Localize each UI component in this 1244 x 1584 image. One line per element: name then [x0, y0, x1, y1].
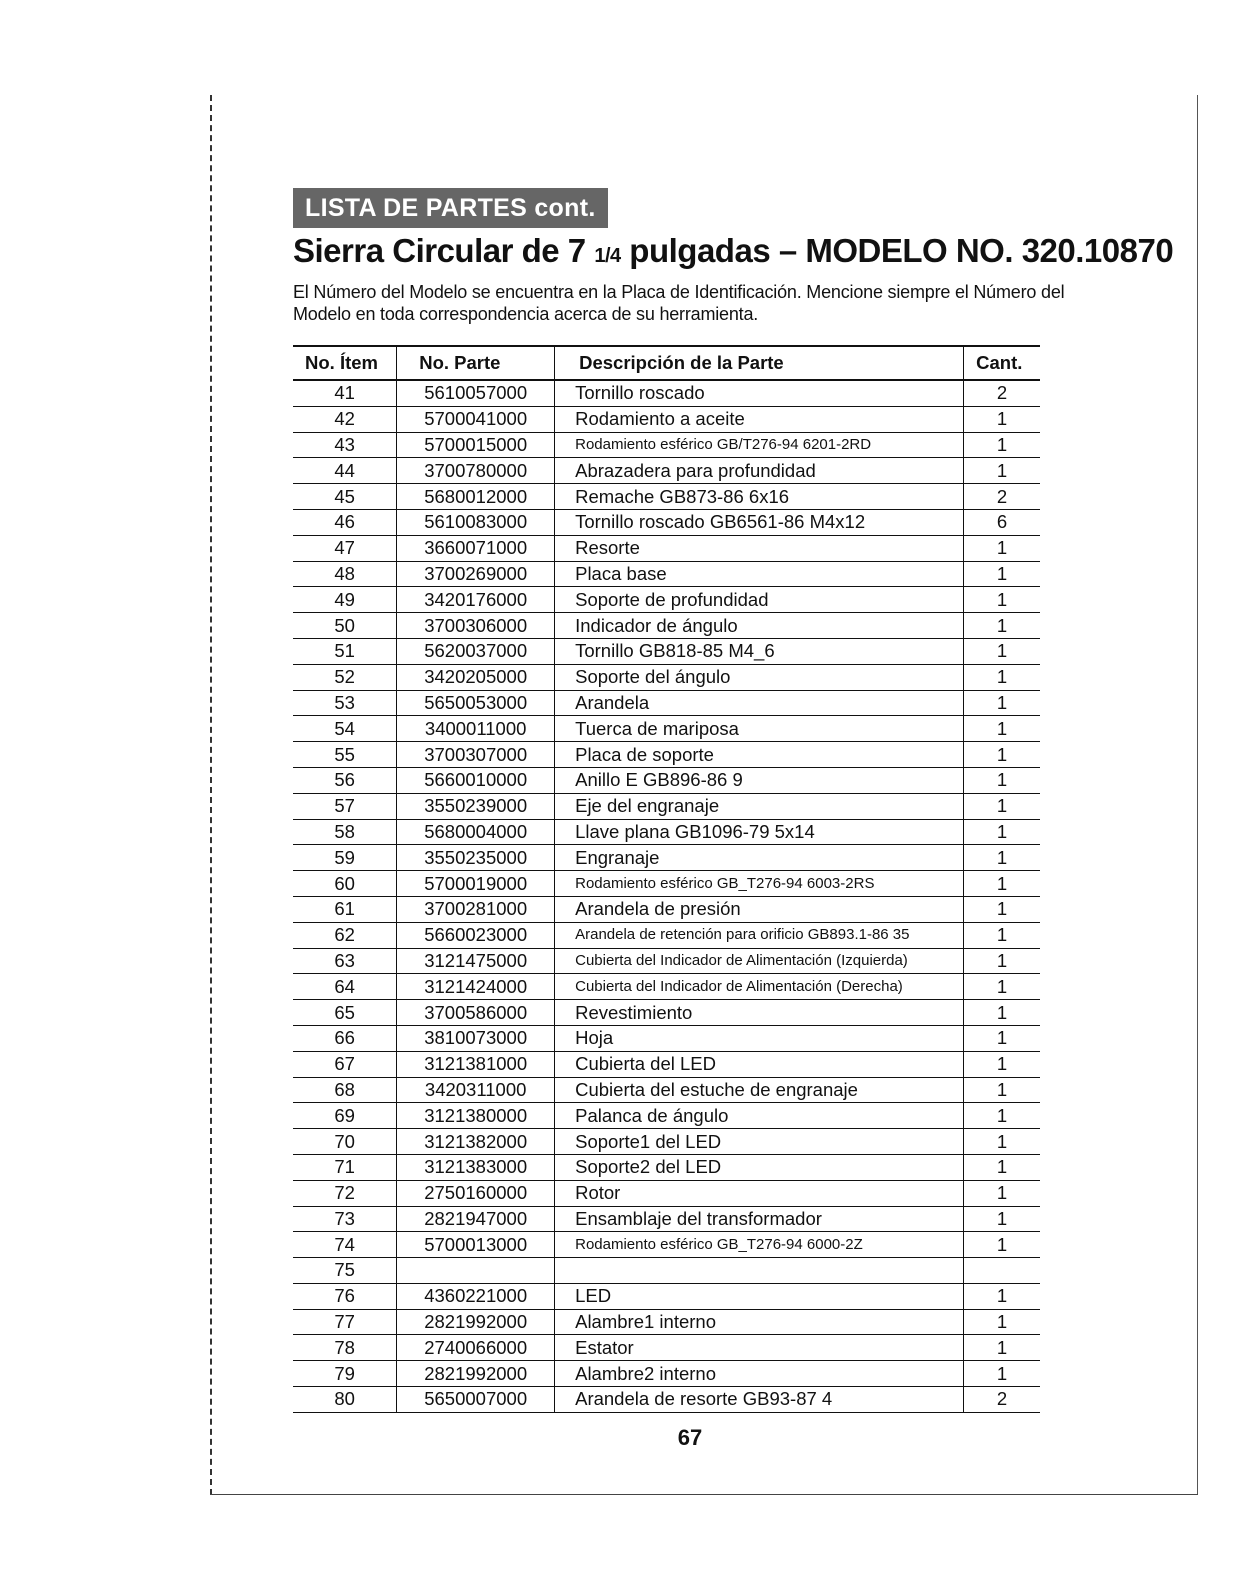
- quantity-cell: 1: [964, 1025, 1040, 1051]
- table-row: [293, 948, 1040, 974]
- quantity-cell: 1: [964, 871, 1040, 897]
- description-cell: Palanca de ángulo: [555, 1103, 964, 1129]
- quantity-cell: 1: [964, 974, 1040, 1000]
- description-cell: Remache GB873-86 6x16: [555, 484, 964, 510]
- item-number-cell: 41: [293, 380, 397, 406]
- description-cell: Placa de soporte: [555, 742, 964, 768]
- part-number-cell: 3700586000: [397, 1000, 555, 1026]
- table-row: [293, 896, 1040, 922]
- description-cell: Arandela de presión: [555, 896, 964, 922]
- table-row: [293, 1335, 1040, 1361]
- quantity-cell: 1: [964, 458, 1040, 484]
- quantity-cell: 1: [964, 587, 1040, 613]
- description-cell: Rotor: [555, 1180, 964, 1206]
- table-row: [293, 406, 1040, 432]
- description-cell: Eje del engranaje: [555, 793, 964, 819]
- part-number-cell: 3121424000: [397, 974, 555, 1000]
- item-number-cell: 55: [293, 742, 397, 768]
- table-row: [293, 1361, 1040, 1387]
- part-number-cell: 2821992000: [397, 1309, 555, 1335]
- table-row: [293, 1129, 1040, 1155]
- quantity-cell: 1: [964, 1361, 1040, 1387]
- table-row: [293, 638, 1040, 664]
- quantity-cell: 6: [964, 509, 1040, 535]
- quantity-cell: 1: [964, 1206, 1040, 1232]
- table-row: [293, 1180, 1040, 1206]
- item-number-cell: 72: [293, 1180, 397, 1206]
- part-number-cell: 5610083000: [397, 509, 555, 535]
- item-number-cell: 80: [293, 1387, 397, 1413]
- item-number-cell: 48: [293, 561, 397, 587]
- description-cell: Revestimiento: [555, 1000, 964, 1026]
- quantity-cell: 1: [964, 1103, 1040, 1129]
- table-row: [293, 742, 1040, 768]
- item-number-cell: 46: [293, 509, 397, 535]
- quantity-cell: 1: [964, 406, 1040, 432]
- header-description: Descripción de la Parte: [555, 346, 964, 380]
- part-number-cell: 4360221000: [397, 1283, 555, 1309]
- header-part-no: No. Parte: [397, 346, 555, 380]
- item-number-cell: 57: [293, 793, 397, 819]
- part-number-cell: 2740066000: [397, 1335, 555, 1361]
- item-number-cell: 68: [293, 1077, 397, 1103]
- table-row: [293, 664, 1040, 690]
- item-number-cell: 61: [293, 896, 397, 922]
- quantity-cell: 1: [964, 613, 1040, 639]
- table-row: [293, 1206, 1040, 1232]
- item-number-cell: 51: [293, 638, 397, 664]
- table-row: [293, 1258, 1040, 1284]
- table-row: [293, 1051, 1040, 1077]
- part-number-cell: 2750160000: [397, 1180, 555, 1206]
- quantity-cell: 1: [964, 432, 1040, 458]
- description-cell: Placa base: [555, 561, 964, 587]
- part-number-cell: 3700307000: [397, 742, 555, 768]
- parts-table-body: [293, 380, 1040, 1412]
- table-row: [293, 1309, 1040, 1335]
- item-number-cell: 49: [293, 587, 397, 613]
- table-row: [293, 1283, 1040, 1309]
- description-cell: Ensamblaje del transformador: [555, 1206, 964, 1232]
- part-number-cell: 3400011000: [397, 716, 555, 742]
- quantity-cell: 1: [964, 1180, 1040, 1206]
- item-number-cell: 70: [293, 1129, 397, 1155]
- quantity-cell: 1: [964, 716, 1040, 742]
- quantity-cell: 1: [964, 1000, 1040, 1026]
- part-number-cell: 2821947000: [397, 1206, 555, 1232]
- item-number-cell: 63: [293, 948, 397, 974]
- part-number-cell: 3121382000: [397, 1129, 555, 1155]
- header-item-no: No. Ítem: [293, 346, 397, 380]
- description-cell: Rodamiento esférico GB_T276-94 6000-2Z: [555, 1232, 964, 1258]
- item-number-cell: 60: [293, 871, 397, 897]
- part-number-cell: 3121475000: [397, 948, 555, 974]
- item-number-cell: 50: [293, 613, 397, 639]
- quantity-cell: 1: [964, 1077, 1040, 1103]
- table-row: [293, 1387, 1040, 1413]
- table-row: [293, 845, 1040, 871]
- description-cell: Abrazadera para profundidad: [555, 458, 964, 484]
- item-number-cell: 59: [293, 845, 397, 871]
- table-row: [293, 974, 1040, 1000]
- table-row: [293, 1000, 1040, 1026]
- item-number-cell: 43: [293, 432, 397, 458]
- description-cell: Arandela de resorte GB93-87 4: [555, 1387, 964, 1413]
- header-quantity: Cant.: [964, 346, 1040, 380]
- quantity-cell: 2: [964, 1387, 1040, 1413]
- item-number-cell: 64: [293, 974, 397, 1000]
- description-cell: Tornillo GB818-85 M4_6: [555, 638, 964, 664]
- item-number-cell: 56: [293, 767, 397, 793]
- part-number-cell: 3420311000: [397, 1077, 555, 1103]
- description-cell: Rodamiento esférico GB_T276-94 6003-2RS: [555, 871, 964, 897]
- part-number-cell: 3121381000: [397, 1051, 555, 1077]
- description-cell: Arandela de retención para orificio GB893.1-86 35: [555, 922, 964, 948]
- page-number: 67: [677, 1425, 703, 1450]
- item-number-cell: 42: [293, 406, 397, 432]
- table-row: [293, 432, 1040, 458]
- quantity-cell: 1: [964, 922, 1040, 948]
- table-row: [293, 613, 1040, 639]
- title-fraction: 1/4: [594, 245, 621, 267]
- description-cell: Cubierta del estuche de engranaje: [555, 1077, 964, 1103]
- part-number-cell: 3700306000: [397, 613, 555, 639]
- item-number-cell: 75: [293, 1258, 397, 1284]
- part-number-cell: 5700015000: [397, 432, 555, 458]
- table-header-row: [293, 346, 1040, 380]
- part-number-cell: 5660010000: [397, 767, 555, 793]
- item-number-cell: 53: [293, 690, 397, 716]
- part-number-cell: 5700041000: [397, 406, 555, 432]
- item-number-cell: 62: [293, 922, 397, 948]
- item-number-cell: 78: [293, 1335, 397, 1361]
- table-row: [293, 690, 1040, 716]
- item-number-cell: 47: [293, 535, 397, 561]
- part-number-cell: 3700281000: [397, 896, 555, 922]
- description-cell: LED: [555, 1283, 964, 1309]
- part-number-cell: 3700780000: [397, 458, 555, 484]
- table-row: [293, 871, 1040, 897]
- quantity-cell: 1: [964, 535, 1040, 561]
- description-cell: Hoja: [555, 1025, 964, 1051]
- part-number-cell: 5680012000: [397, 484, 555, 510]
- quantity-cell: 1: [964, 1309, 1040, 1335]
- intro-paragraph: El Número del Modelo se encuentra en la Placa de Identificación. Mencione siempre el Número del Modelo en toda correspondencia acerca de su herramienta.: [293, 282, 1065, 324]
- description-cell: Anillo E GB896-86 9: [555, 767, 964, 793]
- item-number-cell: 58: [293, 819, 397, 845]
- table-row: [293, 458, 1040, 484]
- part-number-cell: 3550235000: [397, 845, 555, 871]
- part-number-cell: 3121383000: [397, 1154, 555, 1180]
- table-row: [293, 922, 1040, 948]
- part-number-cell: 5610057000: [397, 380, 555, 406]
- part-number-cell: 5660023000: [397, 922, 555, 948]
- description-cell: Tuerca de mariposa: [555, 716, 964, 742]
- table-row: [293, 1103, 1040, 1129]
- table-row: [293, 819, 1040, 845]
- table-row: [293, 561, 1040, 587]
- quantity-cell: 1: [964, 664, 1040, 690]
- table-row: [293, 1232, 1040, 1258]
- table-row: [293, 1025, 1040, 1051]
- description-cell: Rodamiento esférico GB/T276-94 6201-2RD: [555, 432, 964, 458]
- quantity-cell: 1: [964, 638, 1040, 664]
- table-row: [293, 1077, 1040, 1103]
- item-number-cell: 79: [293, 1361, 397, 1387]
- description-cell: Cubierta del LED: [555, 1051, 964, 1077]
- description-cell: Soporte1 del LED: [555, 1129, 964, 1155]
- table-row: [293, 535, 1040, 561]
- quantity-cell: 1: [964, 1154, 1040, 1180]
- quantity-cell: 1: [964, 793, 1040, 819]
- description-cell: Engranaje: [555, 845, 964, 871]
- quantity-cell: 1: [964, 1232, 1040, 1258]
- quantity-cell: 1: [964, 948, 1040, 974]
- item-number-cell: 77: [293, 1309, 397, 1335]
- item-number-cell: 73: [293, 1206, 397, 1232]
- table-row: [293, 380, 1040, 406]
- part-number-cell: 3810073000: [397, 1025, 555, 1051]
- item-number-cell: 69: [293, 1103, 397, 1129]
- part-number-cell: 5700013000: [397, 1232, 555, 1258]
- quantity-cell: 1: [964, 742, 1040, 768]
- part-number-cell: 3700269000: [397, 561, 555, 587]
- quantity-cell: 1: [964, 845, 1040, 871]
- title-prefix: Sierra Circular de 7: [293, 232, 595, 269]
- table-row: [293, 1154, 1040, 1180]
- part-number-cell: 3420205000: [397, 664, 555, 690]
- item-number-cell: 44: [293, 458, 397, 484]
- description-cell: Cubierta del Indicador de Alimentación (Izquierda): [555, 948, 964, 974]
- item-number-cell: 65: [293, 1000, 397, 1026]
- description-cell: [555, 1258, 964, 1284]
- item-number-cell: 67: [293, 1051, 397, 1077]
- part-number-cell: 5700019000: [397, 871, 555, 897]
- table-row: [293, 793, 1040, 819]
- part-number-cell: 3550239000: [397, 793, 555, 819]
- part-number-cell: [397, 1258, 555, 1284]
- item-number-cell: 74: [293, 1232, 397, 1258]
- page-border-left: [210, 95, 212, 1495]
- table-row: [293, 509, 1040, 535]
- quantity-cell: 2: [964, 484, 1040, 510]
- description-cell: Soporte de profundidad: [555, 587, 964, 613]
- parts-table: [293, 345, 1040, 1413]
- part-number-cell: 5650007000: [397, 1387, 555, 1413]
- part-number-cell: 5650053000: [397, 690, 555, 716]
- quantity-cell: 1: [964, 690, 1040, 716]
- item-number-cell: 54: [293, 716, 397, 742]
- description-cell: Alambre1 interno: [555, 1309, 964, 1335]
- description-cell: Llave plana GB1096-79 5x14: [555, 819, 964, 845]
- part-number-cell: 3660071000: [397, 535, 555, 561]
- quantity-cell: 1: [964, 819, 1040, 845]
- item-number-cell: 45: [293, 484, 397, 510]
- quantity-cell: 1: [964, 896, 1040, 922]
- description-cell: Soporte del ángulo: [555, 664, 964, 690]
- table-row: [293, 484, 1040, 510]
- section-banner: LISTA DE PARTES cont.: [293, 188, 608, 228]
- table-row: [293, 587, 1040, 613]
- description-cell: Alambre2 interno: [555, 1361, 964, 1387]
- part-number-cell: 3420176000: [397, 587, 555, 613]
- table-row: [293, 767, 1040, 793]
- item-number-cell: 76: [293, 1283, 397, 1309]
- description-cell: Tornillo roscado: [555, 380, 964, 406]
- quantity-cell: 1: [964, 767, 1040, 793]
- part-number-cell: 2821992000: [397, 1361, 555, 1387]
- page-border-bottom: [210, 1494, 1198, 1495]
- part-number-cell: 3121380000: [397, 1103, 555, 1129]
- quantity-cell: 1: [964, 561, 1040, 587]
- page-border-right: [1197, 95, 1198, 1495]
- part-number-cell: 5620037000: [397, 638, 555, 664]
- description-cell: Resorte: [555, 535, 964, 561]
- description-cell: Rodamiento a aceite: [555, 406, 964, 432]
- quantity-cell: 1: [964, 1129, 1040, 1155]
- description-cell: Arandela: [555, 690, 964, 716]
- quantity-cell: 1: [964, 1051, 1040, 1077]
- quantity-cell: 2: [964, 380, 1040, 406]
- description-cell: Cubierta del Indicador de Alimentación (Derecha): [555, 974, 964, 1000]
- quantity-cell: 1: [964, 1283, 1040, 1309]
- description-cell: Tornillo roscado GB6561-86 M4x12: [555, 509, 964, 535]
- item-number-cell: 52: [293, 664, 397, 690]
- item-number-cell: 71: [293, 1154, 397, 1180]
- table-row: [293, 716, 1040, 742]
- description-cell: Soporte2 del LED: [555, 1154, 964, 1180]
- part-number-cell: 5680004000: [397, 819, 555, 845]
- page-title: [293, 232, 1173, 270]
- quantity-cell: [964, 1258, 1040, 1284]
- title-suffix: pulgadas – MODELO NO. 320.10870: [620, 232, 1174, 269]
- description-cell: Estator: [555, 1335, 964, 1361]
- item-number-cell: 66: [293, 1025, 397, 1051]
- quantity-cell: 1: [964, 1335, 1040, 1361]
- description-cell: Indicador de ángulo: [555, 613, 964, 639]
